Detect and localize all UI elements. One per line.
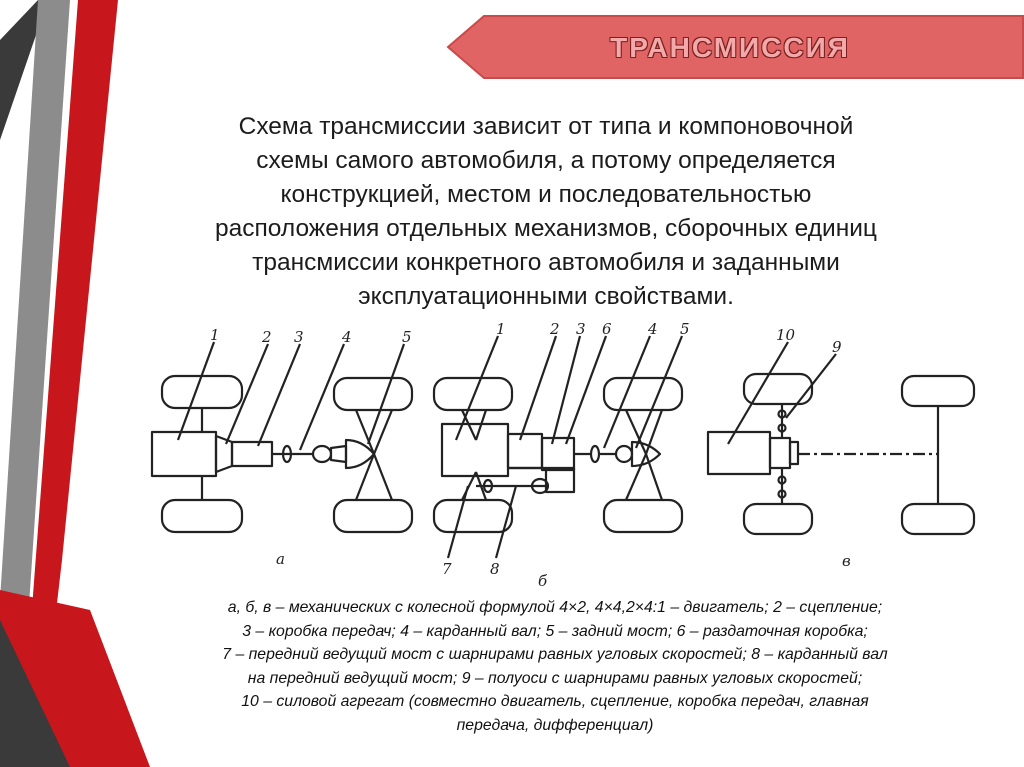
wheel [334, 500, 412, 532]
intro-line: эксплуатационными свойствами. [358, 283, 734, 310]
wheel [604, 500, 682, 532]
label-b-8: 8 [490, 560, 500, 578]
intro-line: конструкцией, местом и последовательностью [280, 181, 812, 208]
scheme-b [434, 336, 682, 558]
clutch [216, 436, 232, 472]
wheel [434, 500, 512, 532]
label-a-3: 3 [294, 328, 304, 346]
label-v-9: 9 [832, 338, 842, 356]
wheel [902, 376, 974, 406]
page-title: ТРАНСМИССИЯ [610, 32, 850, 63]
wheel [434, 378, 512, 410]
label-a-4: 4 [342, 328, 352, 346]
joint [313, 446, 331, 462]
label-a-1: 1 [210, 326, 220, 344]
gearbox [232, 442, 272, 466]
caption-line: на передний ведущий мост; 9 – полуоси с шарнирами равных угловых скоростей; [247, 669, 863, 687]
caption-line: 7 – передний ведущий мост с шарнирами равных угловых скоростей; 8 – карданный вал [222, 646, 888, 663]
scheme-a [152, 342, 412, 532]
intro-line: схемы самого автомобиля, а потому определяется [256, 147, 836, 174]
label-b-3: 3 [576, 320, 586, 338]
intro-line: трансмиссии конкретного автомобиля и заданными [252, 249, 840, 276]
caption-line: 3 – коробка передач; 4 – карданный вал; 5 – задний мост; 6 – раздаточная коробка; [242, 622, 868, 640]
scheme-v [708, 342, 974, 534]
wheel [162, 500, 242, 532]
wheel [162, 376, 242, 408]
caption-v: в [842, 552, 851, 570]
caption-line: 10 – силовой агрегат (совместно двигатель, сцепление, коробка передач, главная [241, 693, 869, 710]
engine [152, 432, 216, 476]
gearbox [542, 438, 574, 470]
label-b-6: 6 [602, 320, 612, 338]
transmission-diagram [140, 320, 990, 590]
transfer-case [546, 468, 574, 492]
wheel [334, 378, 412, 410]
intro-paragraph [108, 110, 984, 314]
caption-b: б [538, 572, 548, 590]
wheel [902, 504, 974, 534]
legend-caption [100, 596, 1010, 737]
label-b-1: 1 [496, 320, 506, 338]
clutch [508, 434, 542, 468]
label-a-2: 2 [262, 328, 272, 346]
label-b-7: 7 [442, 560, 452, 578]
power-unit [708, 432, 770, 474]
label-b-5: 5 [680, 320, 690, 338]
caption-a: а [276, 550, 285, 568]
intro-line: Схема трансмиссии зависит от типа и компоновочной [238, 113, 854, 140]
label-b-4: 4 [648, 320, 658, 338]
wheel [744, 504, 812, 534]
wheel [604, 378, 682, 410]
engine [442, 424, 508, 476]
caption-line: передача, дифференциал) [456, 716, 654, 734]
intro-line: расположения отдельных механизмов, сборочных единиц [215, 215, 877, 242]
label-b-2: 2 [550, 320, 560, 338]
label-a-5: 5 [402, 328, 412, 346]
label-v-10: 10 [776, 326, 796, 344]
caption-line: а, б, в – механических с колесной формулой 4×2, 4×4,2×4:1 – двигатель; 2 – сцепление; [227, 599, 883, 616]
